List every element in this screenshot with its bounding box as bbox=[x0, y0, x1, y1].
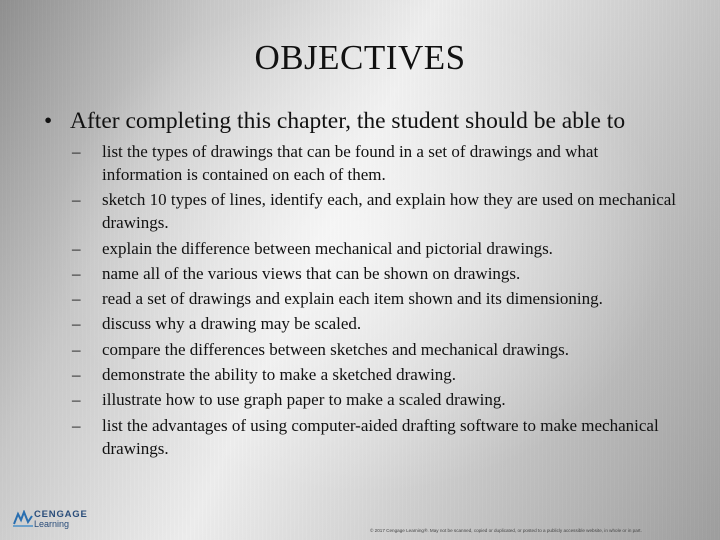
objective-text: name all of the various views that can be shown on drawings. bbox=[102, 263, 521, 283]
dash-marker: – bbox=[72, 365, 81, 385]
objective-text: list the types of drawings that can be found in a set of drawings and what information is contained on each of them. bbox=[102, 142, 599, 184]
dash-marker: – bbox=[72, 339, 81, 359]
dash-marker: – bbox=[72, 238, 81, 258]
objective-text: illustrate how to use graph paper to make a scaled drawing. bbox=[102, 390, 506, 410]
slide-title: OBJECTIVES bbox=[254, 38, 466, 77]
objective-item bbox=[72, 140, 682, 186]
objective-item bbox=[72, 414, 682, 460]
objective-item bbox=[72, 363, 682, 386]
objective-item bbox=[72, 287, 682, 310]
dash-marker: – bbox=[72, 142, 81, 161]
cengage-logo-icon bbox=[12, 510, 34, 528]
dash-marker: – bbox=[72, 390, 81, 410]
cengage-logo bbox=[12, 506, 92, 532]
objective-text: explain the difference between mechanical and pictorial drawings. bbox=[102, 238, 553, 258]
copyright-notice: © 2017 Cengage Learning®. May not be scanned, copied or duplicated, or posted to a publicly accessible website, in whole or in part. bbox=[370, 528, 642, 533]
objective-text: compare the differences between sketches and mechanical drawings. bbox=[102, 339, 569, 359]
objective-item bbox=[72, 388, 682, 411]
objective-item bbox=[72, 338, 682, 361]
objective-text: discuss why a drawing may be scaled. bbox=[102, 314, 362, 334]
objective-text: list the advantages of using computer-aided drafting software to make mechanical drawings. bbox=[102, 415, 659, 458]
dash-marker: – bbox=[72, 314, 81, 334]
dash-marker: – bbox=[72, 289, 81, 309]
intro-text: After completing this chapter, the student should be able to bbox=[70, 108, 626, 134]
dash-marker: – bbox=[72, 263, 81, 283]
objective-item bbox=[72, 262, 682, 285]
logo-brand-text: CENGAGE bbox=[34, 509, 88, 520]
objective-text: read a set of drawings and explain each item shown and its dimensioning. bbox=[102, 289, 603, 309]
dash-marker: – bbox=[72, 190, 81, 210]
dash-marker: – bbox=[72, 415, 81, 435]
objective-item bbox=[72, 237, 682, 260]
objective-item bbox=[72, 188, 682, 234]
bullet-marker: • bbox=[44, 108, 53, 134]
logo-sub-text: Learning bbox=[34, 519, 70, 529]
objective-text: demonstrate the ability to make a sketched drawing. bbox=[102, 365, 457, 385]
objectives-list bbox=[72, 140, 682, 462]
objective-item bbox=[72, 312, 682, 335]
objective-text: sketch 10 types of lines, identify each, and explain how they are used on mechanical drawings. bbox=[102, 190, 677, 233]
